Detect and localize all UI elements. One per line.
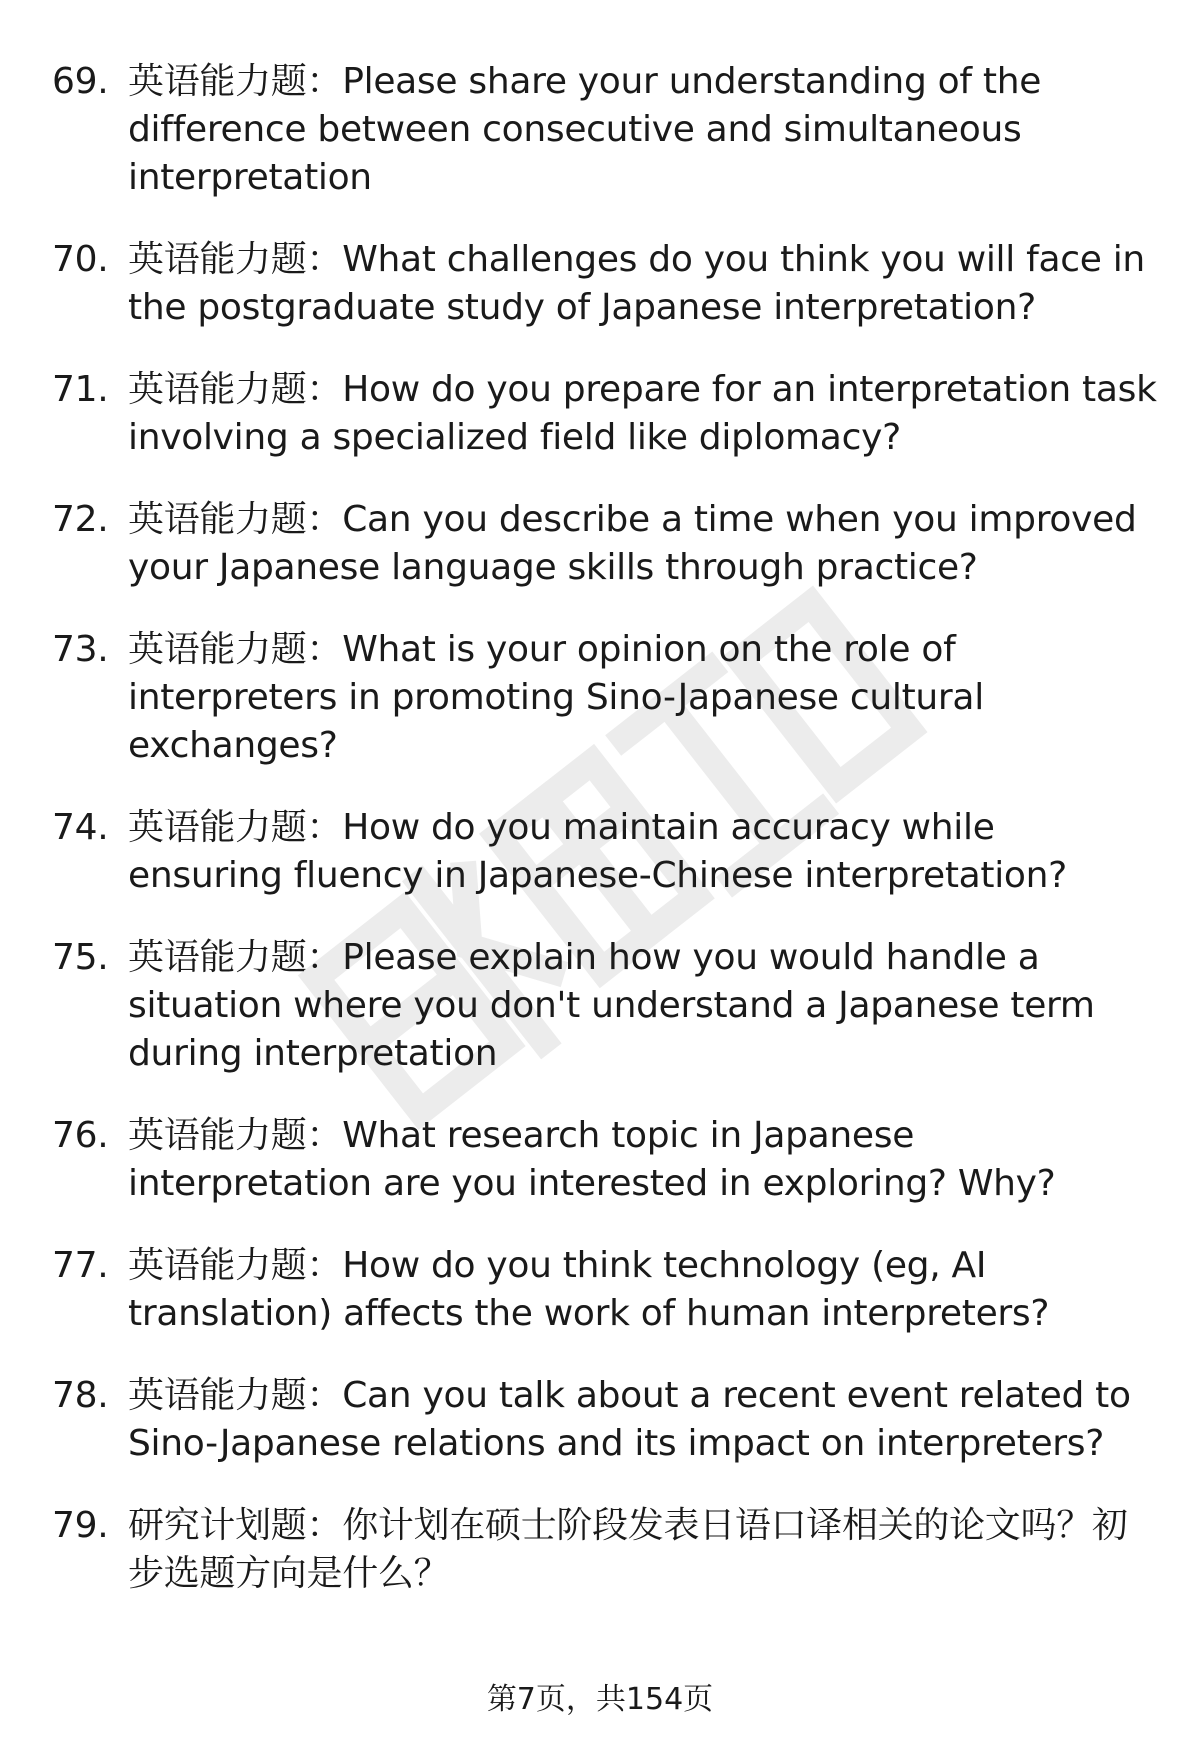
- question-item: [52, 804, 1160, 900]
- question-body: [128, 804, 1160, 900]
- question-body: [128, 496, 1160, 592]
- question-text: How do you maintain accuracy while ensuring fluency in Japanese-Chinese interpretation?: [128, 807, 1067, 896]
- question-text: Can you talk about a recent event related to Sino-Japanese relations and its impact on interpreters?: [128, 1375, 1131, 1464]
- question-body: [128, 366, 1160, 462]
- question-item: [52, 1242, 1160, 1338]
- question-body: [128, 1372, 1160, 1468]
- question-body: [128, 626, 1160, 770]
- question-category: 英语能力题：: [128, 1245, 343, 1286]
- question-number: 76.: [52, 1115, 109, 1156]
- question-text: What research topic in Japanese interpretation are you interested in exploring? Why?: [128, 1115, 1056, 1204]
- question-category: 英语能力题：: [128, 239, 343, 280]
- question-item: [52, 934, 1160, 1078]
- question-number: 70.: [52, 239, 109, 280]
- question-item: [52, 1502, 1160, 1598]
- question-body: [128, 58, 1160, 202]
- question-text: Please share your understanding of the difference between consecutive and simultaneous interpretation: [128, 61, 1042, 198]
- question-item: [52, 1372, 1160, 1468]
- question-category: 英语能力题：: [128, 369, 343, 410]
- question-category: 英语能力题：: [128, 61, 343, 102]
- question-text: Please explain how you would handle a situation where you don't understand a Japanese term during interpretation: [128, 937, 1095, 1074]
- question-category: 英语能力题：: [128, 1375, 343, 1416]
- question-text: How do you think technology (eg, AI translation) affects the work of human interpreters?: [128, 1245, 1050, 1334]
- question-category: 研究计划题：: [128, 1505, 343, 1546]
- question-number: 75.: [52, 937, 109, 978]
- question-category: 英语能力题：: [128, 807, 343, 848]
- question-text: Can you describe a time when you improved your Japanese language skills through practice?: [128, 499, 1137, 588]
- question-number: 71.: [52, 369, 109, 410]
- question-item: [52, 1112, 1160, 1208]
- question-text: What challenges do you think you will face in the postgraduate study of Japanese interpretation?: [128, 239, 1145, 328]
- question-category: 英语能力题：: [128, 629, 343, 670]
- question-number: 69.: [52, 61, 109, 102]
- question-item: [52, 496, 1160, 592]
- question-category: 英语能力题：: [128, 937, 343, 978]
- question-item: [52, 366, 1160, 462]
- question-text: How do you prepare for an interpretation task involving a specialized field like diplomacy?: [128, 369, 1157, 458]
- question-body: [128, 1242, 1160, 1338]
- question-list: [52, 58, 1160, 1598]
- question-item: [52, 58, 1160, 202]
- question-number: 77.: [52, 1245, 109, 1286]
- question-category: 英语能力题：: [128, 1115, 343, 1156]
- question-body: [128, 1112, 1160, 1208]
- question-body: [128, 934, 1160, 1078]
- question-body: [128, 236, 1160, 332]
- question-item: [52, 236, 1160, 332]
- question-text: 你计划在硕士阶段发表日语口译相关的论文吗？初步选题方向是什么？: [128, 1505, 1128, 1594]
- question-number: 79.: [52, 1505, 109, 1546]
- question-number: 73.: [52, 629, 109, 670]
- page-number-footer: 第7页，共154页: [486, 1682, 714, 1717]
- question-text: What is your opinion on the role of interpreters in promoting Sino-Japanese cultural exchanges?: [128, 629, 984, 766]
- question-category: 英语能力题：: [128, 499, 343, 540]
- question-number: 74.: [52, 807, 109, 848]
- question-item: [52, 626, 1160, 770]
- question-body: [128, 1502, 1160, 1598]
- question-number: 72.: [52, 499, 109, 540]
- question-number: 78.: [52, 1375, 109, 1416]
